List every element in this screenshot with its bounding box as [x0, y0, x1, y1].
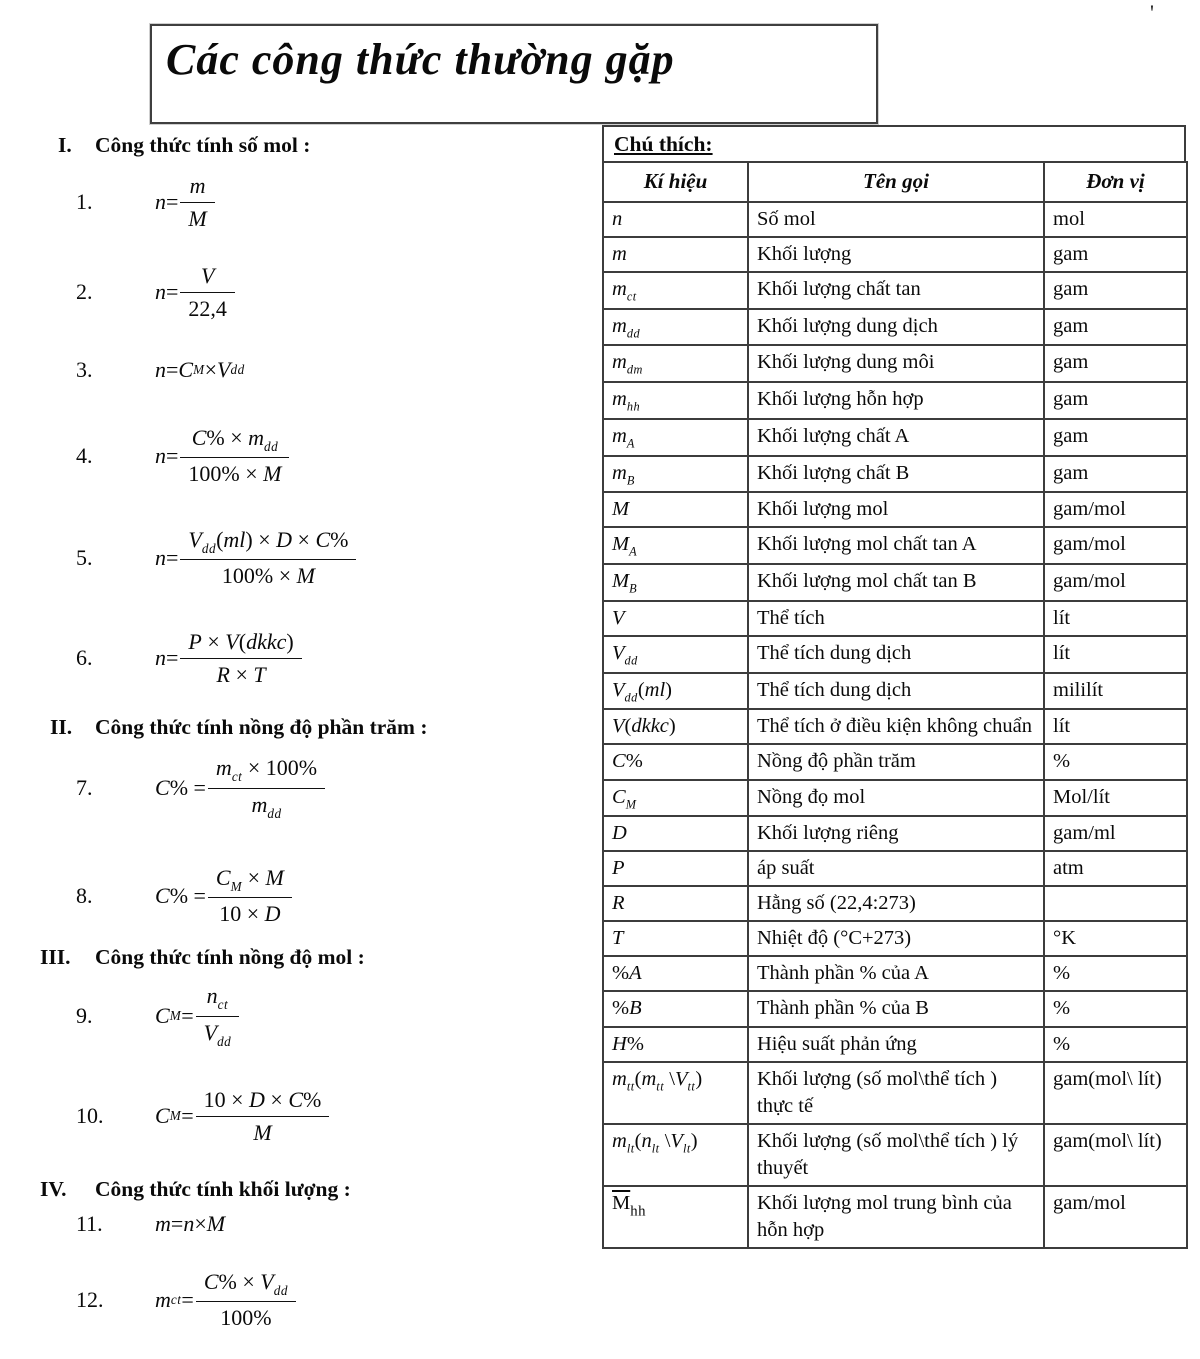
section-numeral: I.	[58, 133, 72, 157]
unit-cell: gam/mol	[1044, 527, 1187, 564]
formula-number: 6.	[76, 645, 93, 670]
unit-cell: gam(mol\ lít)	[1044, 1124, 1187, 1186]
section-heading	[40, 132, 596, 158]
symbol-cell: H%	[603, 1027, 748, 1062]
name-cell: Khối lượng (số mol\thể tích ) thực tế	[748, 1062, 1044, 1124]
formula-number: 11.	[76, 1211, 103, 1236]
symbol-cell: $V_{dd}(ml)$	[603, 673, 748, 710]
name-cell: Khối lượng chất tan	[748, 272, 1044, 309]
name-cell: Hiệu suất phản ứng	[748, 1027, 1044, 1062]
name-cell: Thể tích	[748, 601, 1044, 636]
formula-number: 10.	[76, 1103, 104, 1128]
column-header-name: Tên gọi	[748, 162, 1044, 202]
formula-item	[40, 1258, 596, 1342]
section-numeral: IV.	[40, 1177, 67, 1201]
unit-cell: gam	[1044, 272, 1187, 309]
formula-expression: m = n × M	[155, 1211, 226, 1236]
fraction: $\frac{\text{P × V(dkkc)}}{R \times T}$	[180, 629, 301, 688]
legend-row	[603, 636, 1187, 673]
symbol-cell: $M_B$	[603, 564, 748, 601]
unit-cell: gam	[1044, 382, 1187, 419]
name-cell: Số mol	[748, 202, 1044, 237]
unit-cell: gam/ml	[1044, 816, 1187, 851]
unit-cell: gam	[1044, 309, 1187, 346]
symbol-cell: R	[603, 886, 748, 921]
formula-expression: n = $\frac{V}{22,4}$	[155, 263, 237, 322]
symbol-cell: $\overline{M}_{hh}$	[603, 1186, 748, 1248]
legend-row	[603, 1124, 1187, 1186]
formula-expression: C M = $\frac{n_{ct}}{V_{dd}}$	[155, 983, 241, 1050]
formula-item	[40, 1074, 596, 1158]
legend-title	[602, 125, 1186, 161]
symbol-cell: m	[603, 237, 748, 272]
unit-cell: %	[1044, 991, 1187, 1026]
legend-row	[603, 382, 1187, 419]
legend-row	[603, 456, 1187, 493]
legend-row	[603, 956, 1187, 991]
legend-row	[603, 527, 1187, 564]
name-cell: Khối lượng dung môi	[748, 345, 1044, 382]
name-cell: Khối lượng chất B	[748, 456, 1044, 493]
formula-expression: C % = $\frac{C_M \times M}{10 \times D}$	[155, 865, 294, 928]
formula-item	[40, 414, 596, 498]
symbol-cell: D	[603, 816, 748, 851]
formula-expression: C M = $\frac{10 \times D \times C\%}{M}$	[155, 1087, 331, 1146]
formula-number: 8.	[76, 883, 93, 908]
name-cell: Thể tích dung dịch	[748, 636, 1044, 673]
formula-number: 7.	[76, 775, 93, 800]
unit-cell: mol	[1044, 202, 1187, 237]
legend-row	[603, 851, 1187, 886]
legend-row	[603, 564, 1187, 601]
formula-item	[40, 616, 596, 700]
symbol-cell: $m_{lt}(n_{lt}$ $\backslash V_{lt}$)	[603, 1124, 748, 1186]
formula-number: 9.	[76, 1003, 93, 1028]
legend-row	[603, 991, 1187, 1026]
symbol-cell: $m_{ct}$	[603, 272, 748, 309]
section-numeral: II.	[50, 715, 73, 739]
legend-row	[603, 1186, 1187, 1248]
fraction: $\frac{V_{dd}(ml) \times D \times C\%}{100\% \times M}$	[180, 527, 356, 590]
legend-table	[602, 161, 1188, 1249]
fraction: $\frac{10 \times D \times C\%}{M}$	[196, 1087, 330, 1146]
formula-expression: n = $\frac{m}{M}$	[155, 173, 217, 232]
legend-row	[603, 673, 1187, 710]
legend-row	[603, 921, 1187, 956]
formula-number: 12.	[76, 1287, 104, 1312]
legend-title-text: Chú thích:	[614, 132, 713, 156]
section-title: Công thức tính nồng độ phần trăm :	[95, 715, 428, 739]
legend-header-row	[603, 162, 1187, 202]
formula-expression: n = $\frac{V_{dd}(ml) \times D \times C\%}{100\% \times M}$	[155, 527, 358, 590]
unit-cell: gam(mol\ lít)	[1044, 1062, 1187, 1124]
formula-sections	[40, 125, 596, 1342]
formula-expression: n = C M × V dd	[155, 357, 245, 382]
unit-cell: %	[1044, 744, 1187, 779]
formula-item	[40, 746, 596, 830]
legend-row	[603, 886, 1187, 921]
symbol-cell: $m_{dm}$	[603, 345, 748, 382]
fraction: $\frac{m_{ct} \times 100\%}{m_{dd}}$	[208, 755, 325, 822]
symbol-cell: V(dkkc)	[603, 709, 748, 744]
name-cell: áp suất	[748, 851, 1044, 886]
fraction: $\frac{C\% \times V_{dd}}{100\%}$	[196, 1269, 296, 1332]
formula-expression: C % = $\frac{m_{ct} \times 100\%}{m_{dd}}$	[155, 755, 327, 822]
name-cell: Khối lượng chất A	[748, 419, 1044, 456]
column-header-symbol: Kí hiệu	[603, 162, 748, 202]
scan-artifact-mark: '	[1150, 0, 1154, 25]
legend-row	[603, 744, 1187, 779]
section-heading	[40, 944, 596, 970]
name-cell: Khối lượng dung dịch	[748, 309, 1044, 346]
unit-cell: gam/mol	[1044, 564, 1187, 601]
unit-cell: °K	[1044, 921, 1187, 956]
unit-cell: atm	[1044, 851, 1187, 886]
legend-row	[603, 202, 1187, 237]
name-cell: Khối lượng mol	[748, 492, 1044, 527]
unit-cell: lít	[1044, 636, 1187, 673]
name-cell: Thành phần % của B	[748, 991, 1044, 1026]
symbol-cell: $C_M$	[603, 780, 748, 817]
unit-cell: gam	[1044, 456, 1187, 493]
formula-number: 4.	[76, 443, 93, 468]
name-cell: Thể tích ở điều kiện không chuẩn	[748, 709, 1044, 744]
symbol-cell: $M_A$	[603, 527, 748, 564]
symbol-cell: %B	[603, 991, 748, 1026]
legend-row	[603, 816, 1187, 851]
symbol-cell: $m_B$	[603, 456, 748, 493]
name-cell: Khối lượng mol chất tan A	[748, 527, 1044, 564]
column-header-unit: Đơn vị	[1044, 162, 1187, 202]
symbol-cell: M	[603, 492, 748, 527]
formula-expression: n = $\frac{\text{P × V(dkkc)}}{R \times T}$	[155, 629, 304, 688]
formula-item	[40, 974, 596, 1058]
unit-cell: gam	[1044, 345, 1187, 382]
formula-item	[40, 350, 596, 390]
fraction: $\frac{C_M \times M}{10 \times D}$	[208, 865, 292, 928]
legend-row	[603, 272, 1187, 309]
name-cell: Nồng độ phần trăm	[748, 744, 1044, 779]
legend-row	[603, 709, 1187, 744]
formula-expression: n = $\frac{C\% \times m_{dd}}{100\% \times M}$	[155, 425, 291, 488]
symbol-cell: n	[603, 202, 748, 237]
name-cell: Khối lượng	[748, 237, 1044, 272]
symbol-cell: T	[603, 921, 748, 956]
legend-row	[603, 492, 1187, 527]
formula-item	[40, 250, 596, 334]
symbol-cell: C%	[603, 744, 748, 779]
fraction: $\frac{m}{M}$	[180, 173, 214, 232]
legend-row	[603, 780, 1187, 817]
name-cell: Khối lượng mol chất tan B	[748, 564, 1044, 601]
section-title: Công thức tính nồng độ mol :	[95, 945, 365, 969]
legend-row	[603, 237, 1187, 272]
unit-cell: lít	[1044, 601, 1187, 636]
legend-row	[603, 309, 1187, 346]
symbol-cell: $V_{dd}$	[603, 636, 748, 673]
formula-item	[40, 516, 596, 600]
name-cell: Khối lượng (số mol\thể tích ) lý thuyết	[748, 1124, 1044, 1186]
symbol-cell: $m_{tt}(m_{tt}$ $\backslash V_{tt}$)	[603, 1062, 748, 1124]
unit-cell: gam	[1044, 237, 1187, 272]
name-cell: Khối lượng hỗn hợp	[748, 382, 1044, 419]
fraction: $\frac{C\% \times m_{dd}}{100\% \times M}$	[180, 425, 289, 488]
name-cell: Khối lượng mol trung bình của hỗn hợp	[748, 1186, 1044, 1248]
formula-number: 2.	[76, 279, 93, 304]
legend-row	[603, 1062, 1187, 1124]
legend-row	[603, 601, 1187, 636]
symbol-cell: %A	[603, 956, 748, 991]
fraction: $\frac{n_{ct}}{V_{dd}}$	[196, 983, 240, 1050]
unit-cell: %	[1044, 956, 1187, 991]
section-title: Công thức tính khối lượng :	[95, 1177, 351, 1201]
name-cell: Khối lượng riêng	[748, 816, 1044, 851]
formula-item	[40, 1206, 596, 1242]
unit-cell: lít	[1044, 709, 1187, 744]
formula-expression: m ct = $\frac{C\% \times V_{dd}}{100\%}$	[155, 1269, 298, 1332]
formula-item	[40, 160, 596, 244]
unit-cell: mililít	[1044, 673, 1187, 710]
symbol-cell: V	[603, 601, 748, 636]
unit-cell: %	[1044, 1027, 1187, 1062]
symbol-cell: P	[603, 851, 748, 886]
unit-cell: gam/mol	[1044, 1186, 1187, 1248]
unit-cell: gam/mol	[1044, 492, 1187, 527]
section-heading	[40, 714, 596, 740]
symbol-cell: $m_{dd}$	[603, 309, 748, 346]
legend-row	[603, 345, 1187, 382]
formula-number: 1.	[76, 189, 93, 214]
section-heading	[40, 1176, 596, 1202]
legend-panel	[602, 125, 1186, 1249]
symbol-cell: $m_{hh}$	[603, 382, 748, 419]
unit-cell: Mol/lít	[1044, 780, 1187, 817]
name-cell: Thể tích dung dịch	[748, 673, 1044, 710]
section-numeral: III.	[40, 945, 71, 969]
unit-cell: gam	[1044, 419, 1187, 456]
fraction: $\frac{V}{22,4}$	[180, 263, 235, 322]
title-box	[150, 24, 878, 124]
formula-item	[40, 854, 596, 938]
unit-cell	[1044, 886, 1187, 921]
formula-number: 3.	[76, 357, 93, 382]
page-title: Các công thức thường gặp	[166, 35, 675, 84]
section-title: Công thức tính số mol :	[95, 133, 311, 157]
legend-row	[603, 1027, 1187, 1062]
symbol-cell: $m_A$	[603, 419, 748, 456]
name-cell: Thành phần % của A	[748, 956, 1044, 991]
name-cell: Nhiệt độ (°C+273)	[748, 921, 1044, 956]
name-cell: Nồng đọ mol	[748, 780, 1044, 817]
name-cell: Hằng số (22,4:273)	[748, 886, 1044, 921]
formula-number: 5.	[76, 545, 93, 570]
legend-row	[603, 419, 1187, 456]
